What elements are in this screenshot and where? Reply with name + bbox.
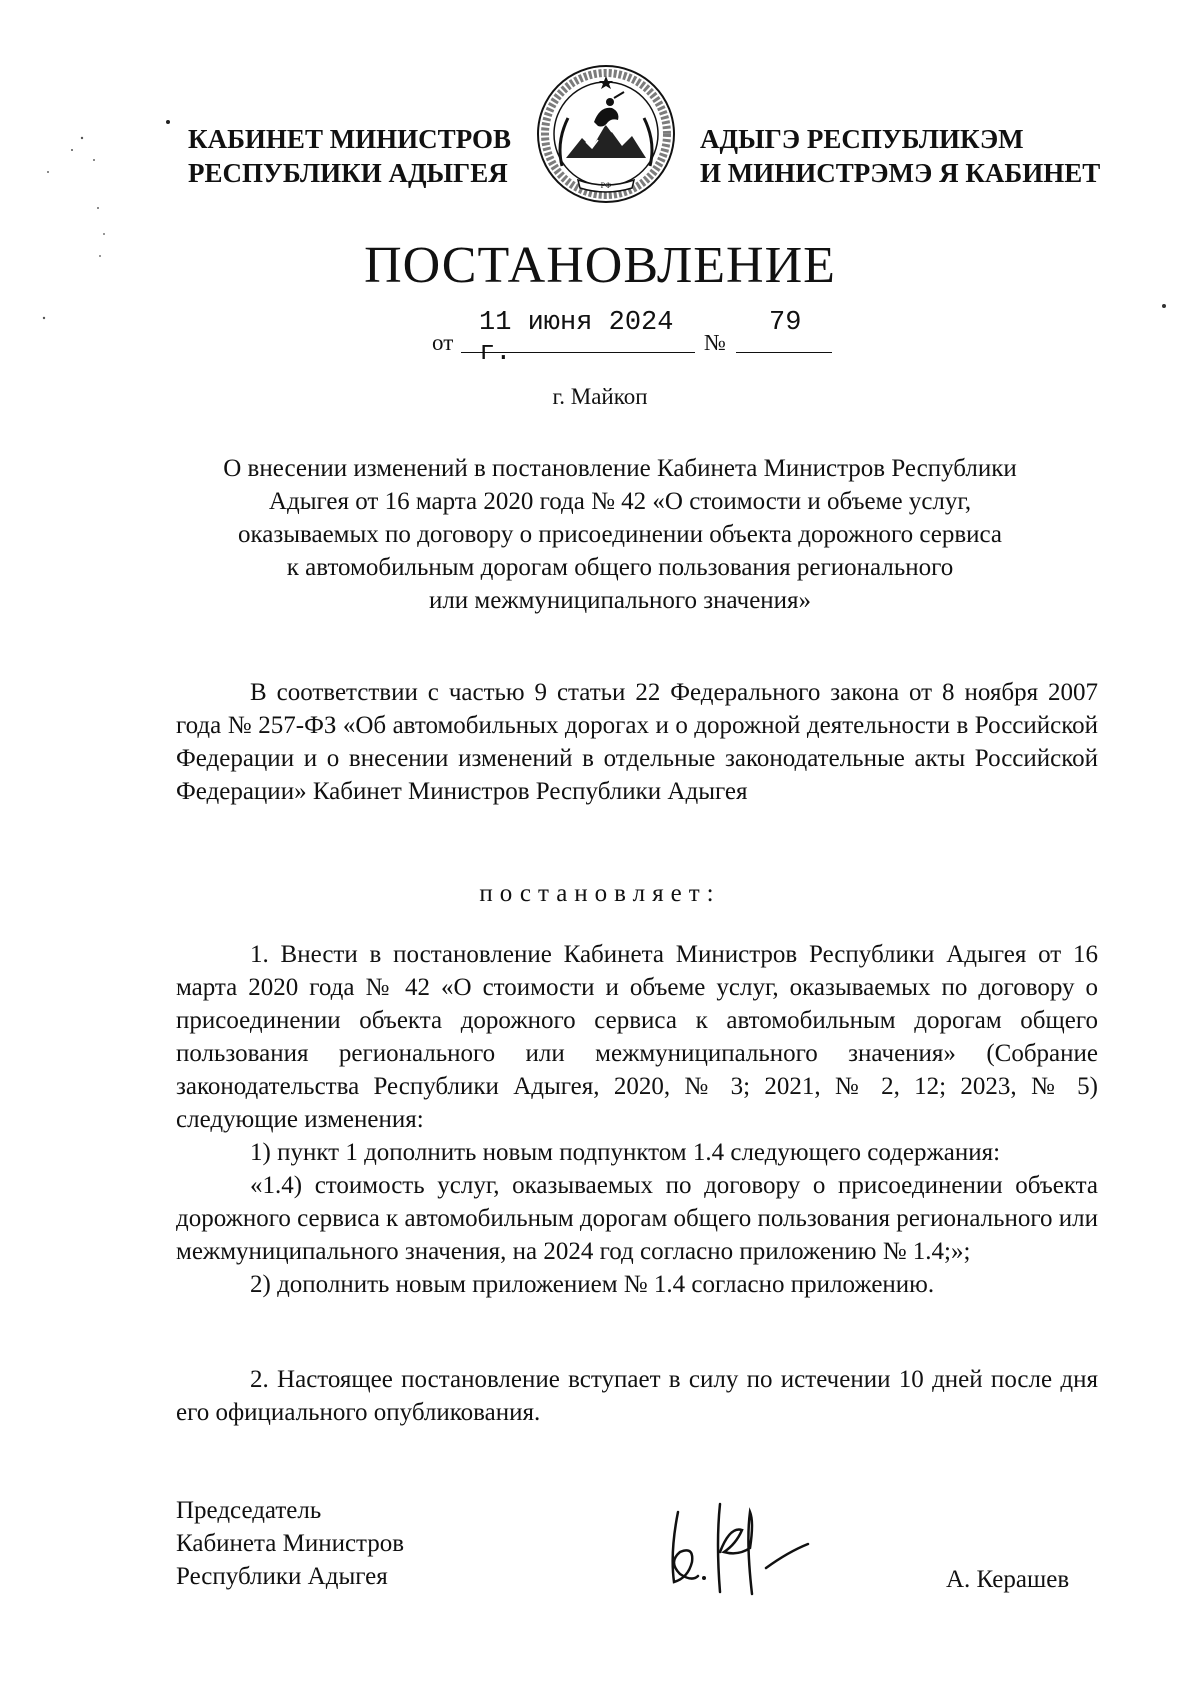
item-1-subitem-1: 1) пункт 1 дополнить новым подпунктом 1.4 следующего содержания: — [250, 1139, 1001, 1166]
subject-line: или межмуниципального значения» — [428, 587, 812, 614]
document-subject — [160, 452, 1080, 617]
subject-line: оказываемых по договору о присоединении объекта дорожного сервиса — [237, 521, 1003, 548]
preamble-paragraph: В соответствии с частью 9 статьи 22 Федерального закона от 8 ноября 2007 года № 257-ФЗ «Об автомобильных дорогах и о дорожной деятельности в Российской Федерации и о внесении изменений в отдельные законодательные акты Российской Федерации» Кабинет Министров Республики Адыгея — [176, 679, 1098, 805]
number-label: № — [704, 330, 726, 355]
issuer-line-2: РЕСПУБЛИКИ АДЫГЕЯ — [188, 158, 508, 188]
coat-of-arms-emblem — [534, 62, 678, 210]
number-field — [736, 308, 832, 353]
issuer-name-russian — [188, 122, 511, 190]
date-label: от — [432, 330, 454, 355]
decree-word: постановляет: — [479, 880, 721, 907]
issuer-adyghe-line-2: И МИНИСТРЭМЭ Я КАБИНЕТ — [700, 158, 1101, 188]
item-1-subitem-2: 2) дополнить новым приложением № 1.4 согласно приложению. — [250, 1271, 935, 1298]
signatory-position — [176, 1494, 404, 1593]
number-value: 79 — [769, 308, 802, 338]
document-title: ПОСТАНОВЛЕНИЕ — [364, 237, 836, 294]
emblem-banner-text: РФ — [600, 181, 612, 190]
decree-items — [176, 938, 1098, 1301]
city-of-issue: г. Майкоп — [552, 384, 648, 409]
position-line: Кабинета Министров — [176, 1530, 405, 1557]
date-number-line — [0, 308, 1200, 368]
item-1-subitem-1-text: «1.4) стоимость услуг, оказываемых по договору о присоединении объекта дорожного сервиса к автомобильным дорогам общего пользования регионального или межмуниципального значения, на 2024 год согласно приложению № 1.4;»; — [176, 1172, 1099, 1265]
issuer-adyghe-line-1: АДЫГЭ РЕСПУБЛИКЭМ — [700, 124, 1024, 154]
date-value: 11 июня 2024 г. — [479, 308, 674, 368]
item-2-section — [176, 1363, 1098, 1429]
position-line: Председатель — [176, 1497, 322, 1524]
subject-line: Адыгея от 16 марта 2020 года № 42 «О стоимости и объеме услуг, — [268, 488, 972, 515]
signatory-name: А. Керашев — [946, 1566, 1070, 1593]
position-line: Республики Адыгея — [176, 1563, 388, 1590]
subject-line: О внесении изменений в постановление Кабинета Министров Республики — [223, 455, 1017, 482]
issuer-name-adyghe — [700, 122, 1100, 190]
item-2: 2. Настоящее постановление вступает в силу по истечении 10 дней после дня его официального опубликования. — [176, 1366, 1098, 1426]
subject-line: к автомобильным дорогам общего пользования регионального — [286, 554, 954, 581]
item-1: 1. Внести в постановление Кабинета Министров Республики Адыгея от 16 марта 2020 года № 42 «О стоимости и объеме услуг, оказываемых по договору о присоединении объекта дорожного сервиса к автомобильным дорогам общего пользования регионального или межмуниципального значения» (Собрание законодательства Республики Адыгея, 2020, № 3; 2021, № 2, 12; 2023, № 5) следующие изменения: — [176, 941, 1098, 1133]
handwritten-signature — [658, 1482, 828, 1602]
date-field — [461, 308, 695, 368]
issuer-line-1: КАБИНЕТ МИНИСТРОВ — [188, 124, 512, 154]
preamble-section — [176, 676, 1098, 808]
